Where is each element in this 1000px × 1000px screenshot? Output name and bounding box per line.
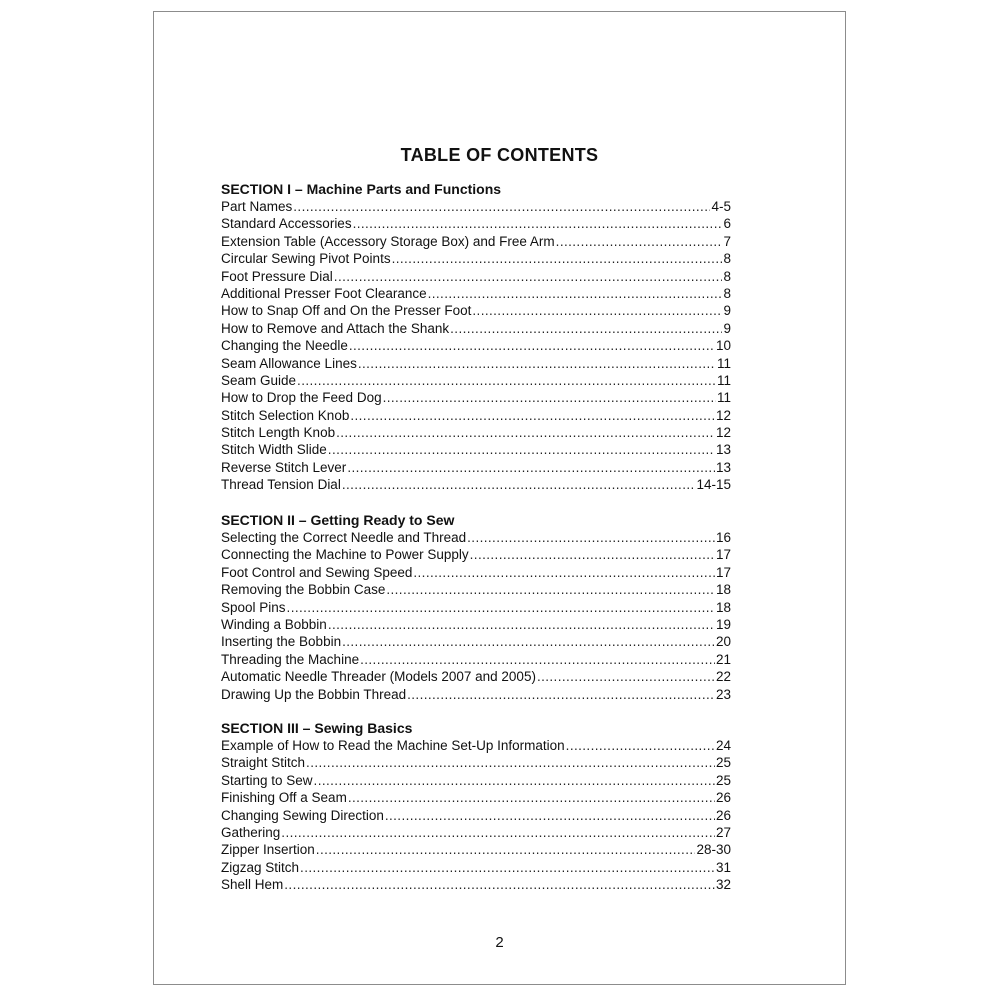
- toc-entry: [221, 268, 731, 285]
- entry-label: Inserting the Bobbin: [221, 634, 342, 650]
- entry-page: 20: [715, 634, 731, 650]
- dot-leader: [306, 754, 715, 771]
- entry-label: Stitch Selection Knob: [221, 407, 350, 423]
- toc-entry: [221, 459, 731, 476]
- entry-page: 19: [715, 616, 731, 632]
- entry-page: 7: [723, 233, 731, 249]
- toc-entry: [221, 320, 731, 337]
- dot-leader: [556, 233, 723, 250]
- section-heading: SECTION III – Sewing Basics: [221, 720, 413, 736]
- entry-page: 13: [715, 459, 731, 475]
- entry-page: 4-5: [711, 199, 731, 214]
- entry-page: 22: [715, 669, 731, 685]
- dot-leader: [360, 651, 715, 668]
- entry-label: Stitch Width Slide: [221, 442, 327, 458]
- entry-page: 31: [715, 859, 731, 875]
- dot-leader: [347, 459, 715, 476]
- toc-entry: [221, 250, 731, 267]
- entry-label: Foot Control and Sewing Speed: [221, 564, 413, 580]
- toc-section-3: [221, 719, 731, 894]
- dot-leader: [470, 546, 715, 563]
- toc-entry: [221, 772, 731, 789]
- toc-entry: [221, 859, 731, 876]
- entry-page: 16: [715, 530, 731, 545]
- toc-entry: [221, 233, 731, 250]
- toc-entry: [221, 476, 731, 493]
- entry-label: Removing the Bobbin Case: [221, 582, 386, 598]
- dot-leader: [287, 599, 715, 616]
- entry-page: 9: [723, 303, 731, 319]
- dot-leader: [392, 250, 723, 267]
- entry-page: 8: [723, 268, 731, 284]
- entry-label: Circular Sewing Pivot Points: [221, 251, 391, 267]
- dot-leader: [342, 633, 715, 650]
- entry-label: Zipper Insertion: [221, 842, 315, 858]
- dot-leader: [297, 372, 716, 389]
- entry-label: Straight Stitch: [221, 755, 306, 771]
- entry-page: 9: [723, 320, 731, 336]
- entry-label: Zigzag Stitch: [221, 859, 300, 875]
- entry-page: 14-15: [696, 477, 731, 493]
- entry-label: How to Drop the Feed Dog: [221, 390, 382, 406]
- entry-label: Gathering: [221, 824, 281, 840]
- entry-page: 23: [715, 686, 731, 702]
- entry-page: 11: [716, 355, 731, 371]
- toc-entry: [221, 285, 731, 302]
- entry-label: Seam Guide: [221, 372, 297, 388]
- toc-section-2: [221, 511, 731, 703]
- entry-page: 11: [716, 372, 731, 388]
- entry-page: 12: [715, 425, 731, 441]
- entry-label: Stitch Length Knob: [221, 425, 336, 441]
- entry-page: 17: [715, 564, 731, 580]
- toc-entry: [221, 564, 731, 581]
- dot-leader: [348, 789, 715, 806]
- toc-entry: [221, 302, 731, 319]
- toc-entry: [221, 807, 731, 824]
- toc-entry: [221, 355, 731, 372]
- entry-label: Standard Accessories: [221, 216, 352, 232]
- entry-label: Connecting the Machine to Power Supply: [221, 547, 469, 563]
- entry-label: Drawing Up the Bobbin Thread: [221, 686, 407, 702]
- dot-leader: [349, 337, 715, 354]
- entry-label: Selecting the Correct Needle and Thread: [221, 530, 467, 545]
- entry-label: Finishing Off a Seam: [221, 790, 347, 806]
- entry-label: Winding a Bobbin: [221, 616, 327, 632]
- entry-label: Starting to Sew: [221, 772, 313, 788]
- entry-label: Extension Table (Accessory Storage Box) and Free Arm: [221, 233, 555, 249]
- entry-label: Changing Sewing Direction: [221, 807, 384, 823]
- entry-label: Automatic Needle Threader (Models 2007 and 2005): [221, 669, 536, 685]
- dot-leader: [450, 320, 722, 337]
- dot-leader: [342, 476, 696, 493]
- toc-entry: [221, 337, 731, 354]
- entry-label: Shell Hem: [221, 877, 284, 893]
- dot-leader: [467, 529, 715, 546]
- entry-label: Seam Allowance Lines: [221, 355, 357, 371]
- dot-leader: [293, 198, 710, 215]
- entry-label: Threading the Machine: [221, 651, 360, 667]
- toc-entry: [221, 616, 731, 633]
- dot-leader: [386, 581, 715, 598]
- dot-leader: [428, 285, 723, 302]
- entry-page: 26: [715, 807, 731, 823]
- page-number: 2: [495, 934, 504, 951]
- dot-leader: [383, 389, 716, 406]
- toc-entry: [221, 441, 731, 458]
- toc-entry: [221, 389, 731, 406]
- dot-leader: [353, 215, 723, 232]
- entry-page: 8: [723, 285, 731, 301]
- dot-leader: [328, 441, 715, 458]
- dot-leader: [566, 737, 715, 754]
- entry-label: Foot Pressure Dial: [221, 268, 333, 284]
- toc-entry: [221, 407, 731, 424]
- toc-entry: [221, 599, 731, 616]
- entry-page: 18: [715, 582, 731, 598]
- entry-label: Reverse Stitch Lever: [221, 459, 347, 475]
- entry-label: Thread Tension Dial: [221, 477, 341, 493]
- entry-page: 32: [715, 877, 731, 893]
- dot-leader: [300, 859, 715, 876]
- toc-entry: [221, 529, 731, 546]
- toc-entry: [221, 686, 731, 703]
- toc-entry: [221, 372, 731, 389]
- entry-page: 25: [715, 772, 731, 788]
- entry-page: 17: [715, 547, 731, 563]
- dot-leader: [358, 355, 716, 372]
- dot-leader: [407, 686, 715, 703]
- dot-leader: [385, 807, 715, 824]
- entry-page: 18: [715, 599, 731, 615]
- toc-entry: [221, 754, 731, 771]
- entry-label: Spool Pins: [221, 599, 286, 615]
- toc-entry: [221, 876, 731, 893]
- section-heading: SECTION II – Getting Ready to Sew: [221, 512, 455, 528]
- entry-page: 13: [715, 442, 731, 458]
- toc-entry: [221, 668, 731, 685]
- dot-leader: [334, 268, 723, 285]
- dot-leader: [472, 302, 722, 319]
- toc-entry: [221, 633, 731, 650]
- toc-entry: [221, 424, 731, 441]
- entry-label: Part Names: [221, 199, 293, 214]
- toc-entry: [221, 737, 731, 754]
- toc-entry: [221, 546, 731, 563]
- dot-leader: [328, 616, 715, 633]
- entry-page: 8: [723, 251, 731, 267]
- entry-page: 27: [715, 824, 731, 840]
- toc-entry: [221, 581, 731, 598]
- entry-page: 25: [715, 755, 731, 771]
- dot-leader: [413, 564, 715, 581]
- section-heading: SECTION I – Machine Parts and Functions: [221, 181, 502, 197]
- entry-page: 24: [715, 738, 731, 753]
- entry-page: 11: [716, 390, 731, 406]
- dot-leader: [537, 668, 715, 685]
- entry-label: Additional Presser Foot Clearance: [221, 285, 427, 301]
- dot-leader: [284, 876, 715, 893]
- toc-entry: [221, 198, 731, 215]
- entry-page: 26: [715, 790, 731, 806]
- toc-entry: [221, 841, 731, 858]
- dot-leader: [350, 407, 715, 424]
- dot-leader: [316, 841, 696, 858]
- document-page: [153, 11, 846, 985]
- dot-leader: [314, 772, 715, 789]
- entry-label: How to Snap Off and On the Presser Foot: [221, 303, 472, 319]
- dot-leader: [336, 424, 715, 441]
- entry-page: 10: [715, 338, 731, 354]
- toc-entry: [221, 651, 731, 668]
- entry-label: How to Remove and Attach the Shank: [221, 320, 450, 336]
- toc-entry: [221, 824, 731, 841]
- toc-entry: [221, 215, 731, 232]
- entry-page: 28-30: [696, 842, 731, 858]
- entry-page: 12: [715, 407, 731, 423]
- entry-page: 6: [723, 216, 731, 232]
- entry-page: 21: [715, 651, 731, 667]
- toc-section-1: [221, 180, 731, 494]
- toc-entry: [221, 789, 731, 806]
- entry-label: Changing the Needle: [221, 338, 348, 354]
- page-title: TABLE OF CONTENTS: [400, 145, 599, 165]
- dot-leader: [281, 824, 715, 841]
- entry-label: Example of How to Read the Machine Set-Up Information: [221, 738, 565, 753]
